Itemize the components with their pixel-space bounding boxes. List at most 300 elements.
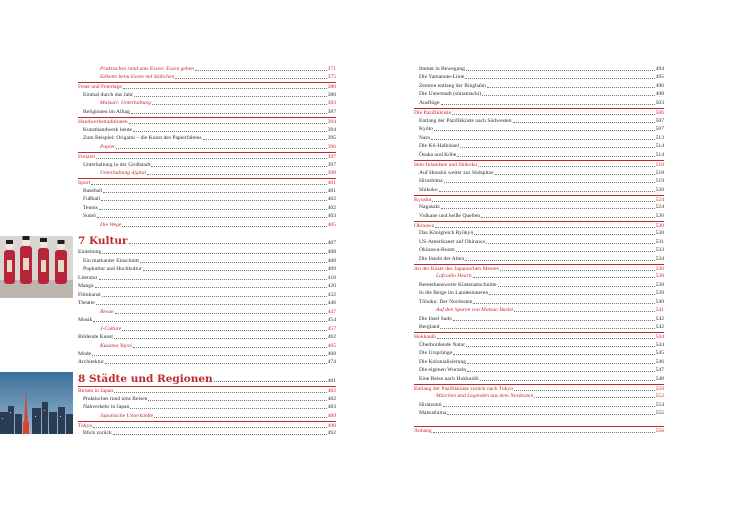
toc-entry[interactable] [414,426,664,435]
entry-title: Unterhaltung in der Großstadt [83,162,151,168]
entry-title: Auf den Spuren von Matsuo Bashō [436,307,514,313]
page-number: 552 [655,393,664,399]
leader-dots [114,392,327,393]
toc-entry[interactable] [78,386,336,395]
page-number: 465 [327,343,336,349]
leader-dots [480,380,655,381]
page-number: 402 [327,196,336,202]
entry-title: Kyushu [414,197,432,203]
leader-dots [439,191,655,192]
leader-dots [103,192,326,193]
kultur-photo [0,236,73,298]
page-number: 383 [327,100,336,106]
page-number: 519 [655,178,664,184]
page-number: 538 [655,282,664,288]
leader-dots [432,201,654,202]
leader-dots [434,130,655,131]
leader-dots [440,328,654,329]
toc-entry[interactable] [414,117,664,125]
entry-title: Bemerkenswerte Küstenabschnitte [419,282,497,288]
entry-title: Die Kolonialisierung [419,359,467,365]
page-number: 530 [655,230,664,236]
toc-entry[interactable] [78,126,336,134]
page-number: 454 [327,317,336,323]
entry-title: Sport [78,180,91,186]
entry-title: Märchen und Legenden aus dem Nordosten [436,393,534,399]
leader-dots [466,346,654,347]
leader-dots [96,158,327,159]
leader-dots [500,270,655,271]
leader-dots [130,408,326,409]
toc-entry[interactable] [414,332,664,341]
leader-dots [93,427,326,428]
entry-title: Matsushima [419,410,447,416]
page-number: 542 [655,316,664,322]
leader-dots [151,166,326,167]
page-number: 396 [327,144,336,150]
toc-entry[interactable] [78,117,336,126]
toc-entry[interactable] [414,272,664,280]
leader-dots [467,363,655,364]
entry-title: Eine Reise nach Hokkaidō [419,376,479,382]
page-number: 556 [655,428,664,434]
toc-entry[interactable] [414,315,664,323]
entry-title: In die Berge im Landesinneren [419,290,489,296]
page-number: 408 [327,249,336,255]
page-number: 514 [655,152,664,158]
page-number: 526 [655,213,664,219]
page-number: 534 [655,256,664,262]
entry-title: Literatur [78,275,98,281]
leader-dots [97,217,327,218]
entry-title: Immer in Bewegung [419,66,465,72]
leader-dots [133,347,327,348]
entry-title: Ausflüge [419,100,440,106]
leader-dots [93,321,326,322]
toc-entry[interactable] [414,401,664,409]
toc-entry[interactable] [414,108,664,117]
toc-entry[interactable] [78,99,336,107]
entry-title: Hokkaidō [414,334,437,340]
leader-dots [140,262,327,263]
page-number: 524 [655,204,664,210]
page-number: 554 [655,402,664,408]
leader-dots [114,338,327,339]
leader-dots [453,320,655,321]
leader-dots [473,303,654,304]
page-number: 550 [655,386,664,392]
toc-entry[interactable] [78,299,336,307]
entry-title: Freizeit [78,154,96,160]
toc-entry[interactable] [78,195,336,203]
leader-dots [441,208,655,209]
toc-entry[interactable] [78,429,336,437]
entry-title: Papier [100,144,116,150]
leader-dots [495,174,655,175]
entry-title: Unterhaltung digital [100,170,147,176]
toc-entry[interactable] [78,108,336,116]
entry-title: Hiroshima [419,178,443,184]
leader-dots [99,209,327,210]
leader-dots [486,243,655,244]
toc-entry[interactable] [78,73,336,81]
leader-dots [195,70,327,71]
page-number: 395 [327,135,336,141]
page-number: 408 [327,258,336,264]
entry-title: Architektur [78,359,104,365]
tokyo-skyline-photo [0,372,73,434]
page-number: 489 [327,413,336,419]
page-number: 548 [655,376,664,382]
toc-entry[interactable] [78,82,336,91]
page-number: 481 [327,378,336,384]
entry-title: Nahverkehr in Japan [83,404,130,410]
chapter-title: 8 Städte und Regionen [78,373,213,385]
entry-title: Tennis [83,205,98,211]
leader-dots [514,311,654,312]
entry-title: Sumō [83,213,97,219]
page-number: 380 [327,84,336,90]
entry-title: Entlang der Pazifikküste zurück nach Tokyo [414,386,514,392]
leader-dots [452,114,654,115]
entry-title: Matsuri: Unterhaltung [100,100,152,106]
entry-title: Popkultur und Hochkultur [83,266,142,272]
toc-entry[interactable] [78,395,336,403]
entry-title: Religionen im Alltag [83,109,130,115]
entry-title: Reisen in Japan [78,388,114,394]
entry-title: Die Pazifikküste [414,110,452,116]
toc-entry[interactable] [414,281,664,289]
toc-entry[interactable] [414,212,664,220]
toc-entry[interactable] [414,125,664,133]
page-number: 462 [327,334,336,340]
page-number: 398 [327,170,336,176]
page-number: 547 [655,367,664,373]
entry-title: Die Insel Sado [419,316,452,322]
entry-title: Okinawa [414,223,435,229]
leader-dots [102,253,326,254]
page-number: 506 [655,110,664,116]
leader-dots [460,147,655,148]
entry-title: Ōsaka und Kōbe [419,152,457,158]
leader-dots [447,414,654,415]
entry-title: Überbordende Natur [419,342,466,348]
toc-entry[interactable] [414,82,664,90]
toc-entry[interactable] [78,169,336,177]
entry-title: Die Ursprünge [419,350,453,356]
toc-entry[interactable] [414,73,664,81]
entry-title: Die eigenen Wurzeln [419,367,467,373]
page-number: 394 [327,127,336,133]
entry-title: Die Yamanote-Linie [419,74,465,80]
page-number: 401 [327,180,336,186]
entry-title: Vulkane und heiße Quellen [419,213,481,219]
leader-dots [99,279,327,280]
entry-title: Revue [100,309,114,315]
page-number: 496 [655,83,664,89]
page-number: 446 [327,300,336,306]
entry-title: Einleitung [78,249,102,255]
toc-entry[interactable] [78,308,336,316]
toc-entry[interactable] [414,409,664,417]
entry-title: J-Culture [100,326,122,332]
toc-entry[interactable] [414,160,664,169]
toc-entry[interactable] [414,203,664,211]
entry-title: Anhang [414,428,432,434]
toc-entry[interactable] [78,358,336,366]
leader-dots [487,87,655,88]
toc-entry[interactable] [78,316,336,324]
leader-dots [481,217,655,218]
toc-entry[interactable] [78,187,336,195]
toc-entry[interactable] [414,238,664,246]
entry-title: Die Unterstadt (shitamachi) [419,91,482,97]
page-number: 402 [327,205,336,211]
page-number: 541 [655,307,664,313]
toc-entry[interactable] [78,403,336,411]
leader-dots [152,104,327,105]
chapter-7-heading[interactable] [78,234,336,247]
leader-dots [482,95,654,96]
page-number: 375 [327,74,336,80]
page-number: 536 [655,266,664,272]
entry-title: Theater [78,300,96,306]
toc-entry[interactable] [414,65,664,73]
leader-dots [105,363,327,364]
entry-title: Kusama Yayoi [100,343,132,349]
toc-entry[interactable] [414,289,664,297]
toc-entry[interactable] [78,333,336,341]
leader-dots [534,397,654,398]
page-number: 490 [327,423,336,429]
leader-dots [92,355,327,356]
toc-entry[interactable] [78,91,336,99]
leader-dots [143,270,327,271]
leader-dots [101,200,327,201]
entry-title: Die Wege [100,222,122,228]
entry-title: Bergland [419,324,440,330]
entry-title: Die Kii-Halbinsel [419,143,459,149]
page-number: 507 [655,118,664,124]
page-number: 503 [655,100,664,106]
page-number: 555 [655,410,664,416]
entry-title: Mode [78,351,92,357]
page-number: 498 [655,91,664,97]
leader-dots [443,406,655,407]
toc-entry[interactable] [414,90,664,98]
page-number: 387 [327,109,336,115]
toc-entry[interactable] [414,306,664,314]
page-number: 410 [327,275,336,281]
page-number: 514 [655,143,664,149]
leader-dots [134,96,327,97]
toc-entry[interactable] [414,151,664,159]
toc-entry[interactable] [78,143,336,151]
page-number: 520 [655,187,664,193]
leader-dots [431,139,655,140]
page-number: 397 [327,162,336,168]
entry-title: Entlang der Pazifikküste nach Südwesten [419,118,512,124]
entry-title: Tōhoku: Der Nordosten [419,299,473,305]
toc-entry[interactable] [414,298,664,306]
toc-entry[interactable] [414,246,664,254]
toc-entry[interactable] [414,186,664,194]
toc-entry[interactable] [414,142,664,150]
entry-title: Lafcadio Hearn [436,273,472,279]
entry-title: Praktisches rund ums Essen: Essen gehen [100,66,194,72]
toc-entry[interactable] [78,204,336,212]
leader-dots [123,88,327,89]
leader-dots [96,304,327,305]
page-number: 544 [655,342,664,348]
toc-entry[interactable] [414,99,664,107]
entry-title: Kunsthandwerk heute [83,127,132,133]
leader-dots [147,174,327,175]
entry-title: Hiraizumi [419,402,442,408]
leader-dots [489,294,654,295]
page-number: 494 [655,66,664,72]
toc-entry[interactable] [414,392,664,400]
page-number: 530 [655,223,664,229]
leader-dots [129,123,327,124]
toc-entry[interactable] [414,358,664,366]
page-number: 518 [655,162,664,168]
leader-dots [465,78,654,79]
page-number: 507 [655,126,664,132]
leader-dots [102,296,327,297]
toc-entry[interactable] [78,412,336,420]
page-number: 482 [327,396,336,402]
toc-entry[interactable] [78,350,336,358]
toc-entry[interactable] [78,274,336,282]
toc-entry[interactable] [414,349,664,357]
page-number: 474 [327,359,336,365]
page-number: 403 [327,213,336,219]
page-number: 524 [655,197,664,203]
page-number: 531 [655,239,664,245]
entry-title: Ein markanter Einschnitt [83,258,139,264]
page-number: 432 [327,292,336,298]
toc-entry[interactable] [414,169,664,177]
entry-title: Auf Honshū weiter zur Südspitze [419,170,494,176]
entry-title: Baseball [83,188,103,194]
page-number: 544 [655,334,664,340]
page-number: 482 [327,388,336,394]
page-number: 492 [327,430,336,436]
page-number: 540 [655,299,664,305]
page-number: 539 [655,290,664,296]
leader-dots [435,227,654,228]
leader-dots [154,417,326,418]
entry-title: Praktisches rund ums Reisen [83,396,148,402]
page-number: 542 [655,324,664,330]
page-number: 447 [327,309,336,315]
leader-dots [131,113,327,114]
page-number: 420 [327,283,336,289]
toc-entry[interactable] [414,229,664,237]
leader-dots [453,354,655,355]
toc-entry[interactable] [414,341,664,349]
page-number: 457 [327,326,336,332]
toc-entry[interactable] [414,375,664,383]
leader-dots [116,148,326,149]
leader-dots [456,251,655,252]
entry-title: Musik [78,317,93,323]
leader-dots [91,184,326,185]
entry-title: Zum Beispiel: Origami – die Kunst des Papierfaltens [83,135,202,141]
entry-title: Fußball [83,196,101,202]
entry-title: Shikoku [419,187,438,193]
toc-entry[interactable] [78,342,336,350]
entry-title: Filmkunst [78,292,101,298]
page-number: 495 [655,74,664,80]
entry-title: Handwerkstraditionen [78,119,128,125]
toc-entry[interactable] [78,257,336,265]
entry-title: Okinawa-Boom [419,247,455,253]
leader-dots [467,371,654,372]
leader-dots [441,104,655,105]
page-number: 546 [655,359,664,365]
toc-entry[interactable] [78,178,336,187]
entry-title: Tokyo [78,423,93,429]
entry-title: Bildende Kunst [78,334,113,340]
leader-dots [457,156,654,157]
toc-entry[interactable] [78,265,336,273]
entry-title: Nagasaki [419,204,440,210]
leader-dots [474,234,654,235]
entry-title: Seto-Inlandsee und Shikoku [414,162,478,168]
page-number: 468 [327,351,336,357]
page-number: 545 [655,350,664,356]
toc-entry[interactable] [78,291,336,299]
leader-dots [433,432,655,433]
leader-dots [203,139,327,140]
toc-entry[interactable] [78,248,336,256]
toc-entry[interactable] [414,177,664,185]
entry-title: Etikette beim Essen mit Stäbchen [100,74,175,80]
leader-dots [473,277,655,278]
entry-title: Blick zurück [83,430,112,436]
toc-entry[interactable] [414,323,664,331]
page-number: 407 [327,240,336,246]
toc-entry[interactable] [78,221,336,229]
entry-title: Kyōto [419,126,433,132]
page-number: 538 [655,273,664,279]
toc-entry[interactable] [78,282,336,290]
leader-dots [175,78,326,79]
toc-entry[interactable] [78,325,336,333]
toc-entry[interactable] [414,255,664,263]
toc-entry[interactable] [414,134,664,142]
page-number: 409 [327,266,336,272]
page-number: 533 [655,247,664,253]
toc-entry[interactable] [78,161,336,169]
toc-entry[interactable] [78,212,336,220]
leader-dots [514,390,655,391]
leader-dots [214,381,327,382]
entry-title: An der Küste des Japanischen Meeres [414,266,499,272]
toc-entry[interactable] [414,366,664,374]
leader-dots [148,400,326,401]
leader-dots [465,260,654,261]
chapter-title: 7 Kultur [78,235,128,247]
toc-entry[interactable] [78,134,336,142]
chapter-8-heading[interactable] [78,372,336,385]
toc-entry[interactable] [78,152,336,161]
entry-title: Einmal durch das Jahr [83,92,133,98]
toc-entry[interactable] [78,65,336,73]
leader-dots [122,226,326,227]
